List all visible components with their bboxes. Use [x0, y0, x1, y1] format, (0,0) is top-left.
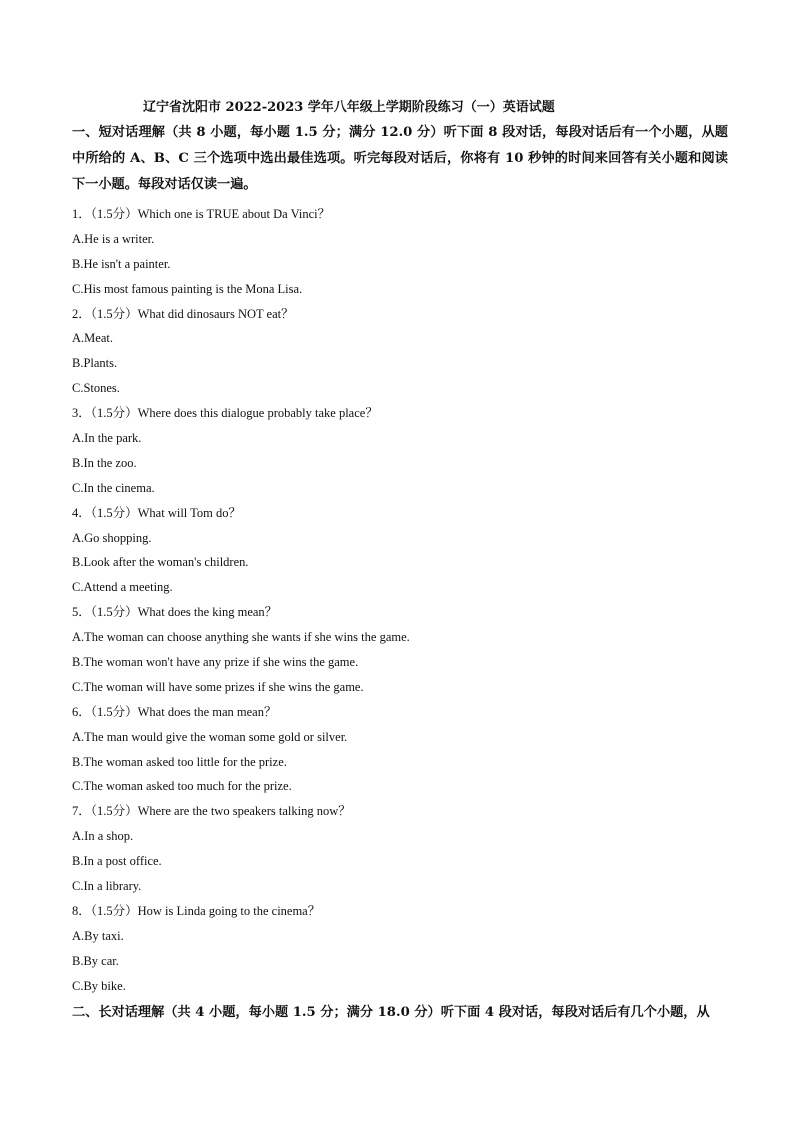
answer-option: B.The woman asked too little for the prize. [72, 754, 287, 769]
section-1-heading: 一、短对话理解（共 8 小题，每小题 1.5 分；满分 12.0 分）听下面 8 段对话，每段对话后有一个小题，从题中所给的 A、B、C 三个选项中选出最佳选项。听完每段对话后，你将有 10 秒钟的时间来回答有关小题和阅读下一小题。每段对话仅读一遍。 [72, 125, 728, 192]
page-title: 辽宁省沈阳市 2022-2023 学年八年级上学期阶段练习（一）英语试题 [143, 100, 555, 115]
answer-option: A.He is a writer. [72, 231, 155, 246]
answer-option: A.The man would give the woman some gold or silver. [72, 729, 348, 744]
question-stem: 5．（1.5分）What does the king mean？ [72, 605, 278, 620]
answer-option: C.The woman asked too much for the prize. [72, 779, 292, 794]
answer-option: C.By bike. [72, 978, 126, 993]
answer-option: A.In a shop. [72, 829, 134, 844]
question-stem: 1．（1.5分）Which one is TRUE about Da Vinci？ [72, 207, 331, 221]
answer-option: B.Plants. [72, 356, 118, 371]
answer-option: A.Meat. [72, 331, 113, 346]
answer-option: A.Go shopping. [72, 530, 152, 545]
answer-option: C.The woman will have some prizes if she wins the game. [72, 679, 364, 694]
answer-option: C.In the cinema. [72, 480, 155, 495]
question-stem: 2．（1.5分）What did dinosaurs NOT eat？ [72, 306, 294, 321]
answer-option: C.Attend a meeting. [72, 580, 173, 595]
answer-option: B.He isn't a painter. [72, 256, 171, 271]
section-2-heading: 二、长对话理解（共 4 小题，每小题 1.5 分；满分 18.0 分）听下面 4 段对话，每段对话后有几个小题，从 [72, 1005, 710, 1020]
question-stem: 7．（1.5分）Where are the two speakers talking now？ [72, 804, 351, 819]
answer-option: B.In a post office. [72, 854, 162, 869]
answer-option: C.In a library. [72, 879, 142, 894]
answer-option: A.By taxi. [72, 928, 124, 943]
question-stem: 8．（1.5分）How is Linda going to the cinema？ [72, 903, 321, 918]
question-stem: 6．（1.5分）What does the man mean？ [72, 704, 277, 719]
question-stem: 3．（1.5分）Where does this dialogue probably take place？ [72, 406, 378, 421]
answer-option: C.Stones. [72, 381, 120, 396]
answer-option: B.In the zoo. [72, 455, 137, 470]
answer-option: A.In the park. [72, 431, 142, 446]
answer-option: B.The woman won't have any prize if she wins the game. [72, 655, 359, 670]
question-stem: 4．（1.5分）What will Tom do？ [72, 505, 242, 520]
question-list [72, 202, 732, 999]
answer-option: C.His most famous painting is the Mona Lisa. [72, 281, 303, 296]
answer-option: B.By car. [72, 953, 119, 968]
answer-option: A.The woman can choose anything she wants if she wins the game. [72, 630, 410, 645]
answer-option: B.Look after the woman's children. [72, 555, 249, 570]
